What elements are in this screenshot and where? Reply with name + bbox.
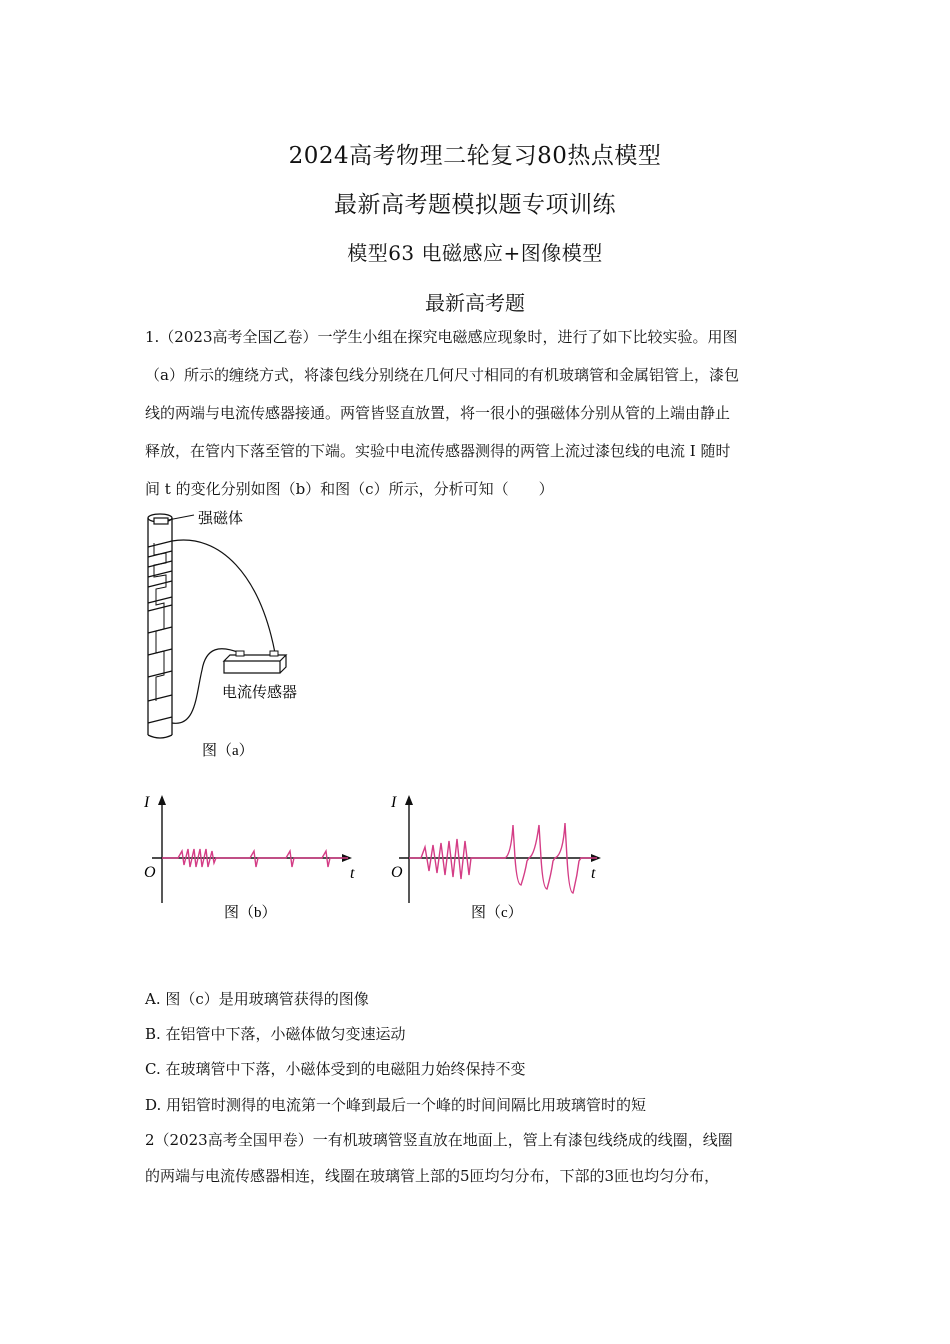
option-b: B. 在铝管中下落，小磁体做匀变速运动 [145,1025,406,1043]
b-origin-label: O [144,864,156,881]
sensor-wire-top [172,540,275,653]
sensor-box [224,655,286,673]
magnet-label: 强磁体 [198,509,244,527]
coil-inner-wire [154,543,166,701]
q1-text-line: （a）所示的缠绕方式，将漆包线分别绕在几何尺寸相同的有机玻璃管和金属铝管上，漆包 [145,366,739,384]
c-y-arrow [405,795,413,805]
figure-a-diagram [130,505,360,770]
document-title: 2024高考物理二轮复习80热点模型 [288,143,662,169]
figure-b-caption: 图（b） [224,905,277,921]
model-title: 模型63 电磁感应+图像模型 [347,241,603,265]
option-d: D. 用铝管时测得的电流第一个峰到最后一个峰的时间间隔比用玻璃管时的短 [145,1096,647,1114]
q1-text-line: 释放，在管内下落至管的下端。实验中电流传感器测得的两管上流过漆包线的电流 I 随时 [145,442,731,460]
q1-text-line: 间 t 的变化分别如图（b）和图（c）所示，分析可知（ ） [145,480,554,498]
q1-text-line: 1.（2023高考全国乙卷）一学生小组在探究电磁感应现象时，进行了如下比较实验。用图 [145,328,738,346]
c-origin-label: O [391,864,403,881]
option-a: A. 图（c）是用玻璃管获得的图像 [145,990,369,1008]
document-subtitle: 最新高考题模拟题专项训练 [334,192,616,218]
option-c: C. 在玻璃管中下落，小磁体受到的电磁阻力始终保持不变 [145,1060,526,1078]
section-heading: 最新高考题 [425,291,525,315]
figure-a-caption: 图（a） [202,743,254,759]
q2-text-line: 2（2023高考全国甲卷）一有机玻璃管竖直放在地面上，管上有漆包线绕成的线圈，线圈 [145,1131,733,1149]
q2-text-line: 的两端与电流传感器相连，线圈在玻璃管上部的5匝均匀分布，下部的3匝也均匀分布， [145,1167,720,1185]
b-y-arrow [158,795,166,805]
b-y-label: I [144,794,150,811]
tube-bottom-edge [148,735,172,738]
sensor-terminal-right [270,651,278,656]
figure-b-graph [138,785,368,925]
sensor-label: 电流传感器 [222,683,298,701]
q1-text-line: 线的两端与电流传感器接通。两管皆竖直放置，将一很小的强磁体分别从管的上端由静止 [145,404,731,422]
sensor-terminal-left [236,651,244,656]
b-x-label: t [350,865,355,882]
figure-c-graph [385,785,615,925]
c-x-label: t [591,865,596,882]
magnet-shape [154,518,168,524]
figure-c-caption: 图（c） [471,905,523,921]
coil-winding [148,541,172,723]
c-y-label: I [391,794,397,811]
